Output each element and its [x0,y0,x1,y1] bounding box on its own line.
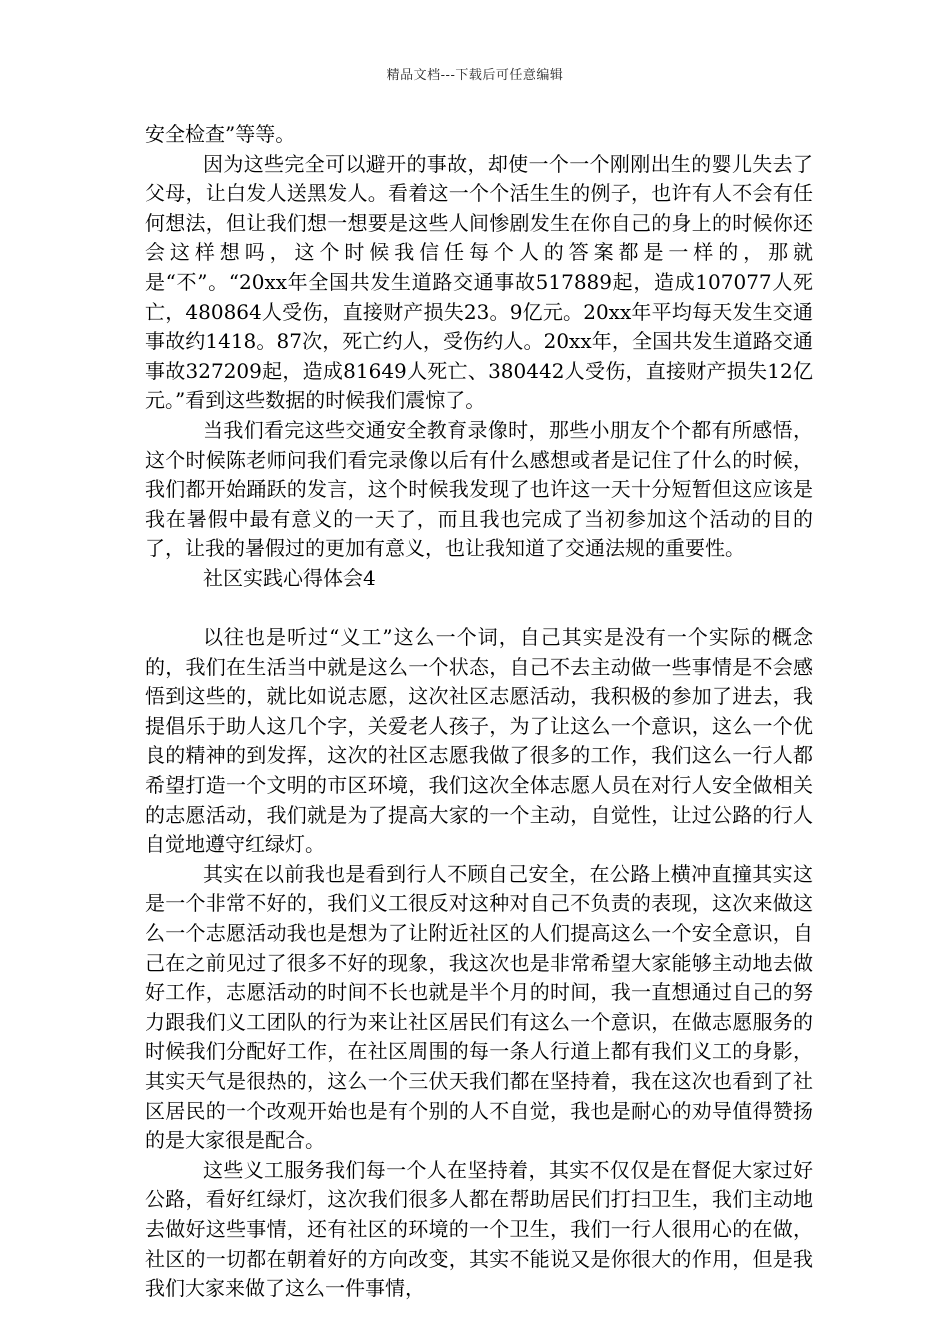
blank-line [145,594,813,624]
paragraph-1: 安全检查”等等。 [145,122,296,146]
section-heading: 社区实践心得体会4 [203,565,376,590]
document-body [145,120,813,1304]
paragraph-5: 其实在以前我也是看到行人不顾自己安全，在公路上横冲直撞其实这是一个非常不好的，我们义工很反对这种对自己不负责的表现，这次来做这么一个志愿活动我也是想为了让附近社区的人们提高这么一个安全意识，自己在之前见过了很多不好的现象，我这次也是非常希望大家能够主动地去做好工作，志愿活动的时间不长也就是半个月的时间，我一直想通过自己的努力跟我们义工团队的行为来让社区居民们有这么一个意识，在做志愿服务的时候我们分配好工作，在社区周围的每一条人行道上都有我们义工的身影，其实天气是很热的，这么一个三伏天我们都在坚持着，我在这次也看到了社区居民的一个改观开始也是有个别的人不自觉，我也是耐心的劝导值得赞扬的是大家很是配合。 [145,861,813,1153]
paragraph-4: 以往也是听过“义工”这么一个词，自己其实是没有一个实际的概念的，我们在生活当中就是这么一个状态，自己不去主动做一些事情是不会感悟到这些的，就比如说志愿，这次社区志愿活动，我积极的参加了进去，我提倡乐于助人这几个字，关爱老人孩子，为了让这么一个意识，这么一个优良的精神的到发挥，这次的社区志愿我做了很多的工作，我们这么一行人都希望打造一个文明的市区环境，我们这次全体志愿人员在对行人安全做相关的志愿活动，我们就是为了提高大家的一个主动，自觉性，让过公路的行人自觉地遵守红绿灯。 [145,625,813,857]
paragraph-3: 当我们看完这些交通安全教育录像时，那些小朋友个个都有所感悟，这个时候陈老师问我们看完录像以后有什么感想或者是记住了什么的时候，我们都开始踊跃的发言，这个时候我发现了也许这一天十分短暂但这应该是我在暑假中最有意义的一天了，而且我也完成了当初参加这个活动的目的了，让我的暑假过的更加有意义，也让我知道了交通法规的重要性。 [145,417,813,561]
paragraph-6: 这些义工服务我们每一个人在坚持着，其实不仅仅是在督促大家过好公路，看好红绿灯，这次我们很多人都在帮助居民们打扫卫生，我们主动地去做好这些事情，还有社区的环境的一个卫生，我们一行人很用心的在做，社区的一切都在朝着好的方向改变，其实不能说又是你很大的作用，但是我我们大家来做了这么一件事情， [145,1157,813,1301]
paragraph-2: 因为这些完全可以避开的事故，却使一个一个刚刚出生的婴儿失去了父母，让白发人送黑发人。看着这一个个活生生的例子，也许有人不会有任何想法，但让我们想一想要是这些人间惨剧发生在你自己的身上的时候你还会这样想吗，这个时候我信任每个人的答案都是一样的，那就是“不”。“20xx年全国共发生道路交通事故517889起，造成107077人死亡，480864人受伤，直接财产损失23。9亿元。20xx年平均每天发生交通事故约1418。87次，死亡约人，受伤约人。20xx年，全国共发生道路交通事故327209起，造成81649人死亡、380442人受伤，直接财产损失12亿元。”看到这些数据的时候我们震惊了。 [145,151,813,413]
page-header: 精品文档---下载后可任意编辑 [386,68,564,83]
